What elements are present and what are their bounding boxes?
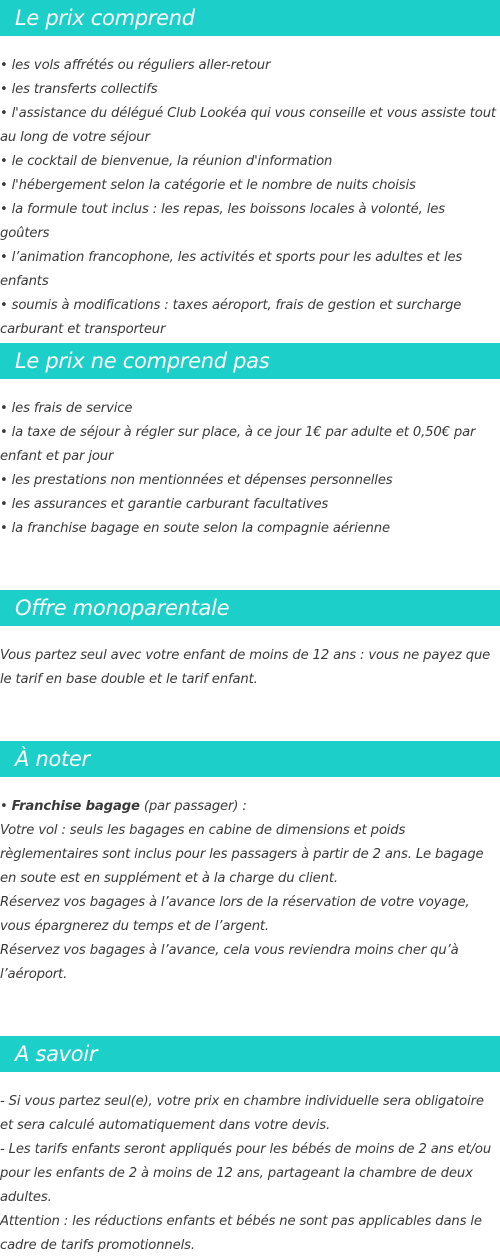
paragraph: Réservez vos bagages à l’avance lors de la réservation de votre voyage, vous épargnerez du temps et de l’argent. (0, 895, 470, 934)
section-title: Le prix ne comprend pas (0, 343, 500, 379)
section-a-savoir (0, 1036, 500, 1258)
list-item: • soumis à modifications : taxes aéroport, frais de gestion et surcharge carburant et transporteur (0, 298, 462, 337)
franchise-suffix: (par passager) : (139, 799, 247, 814)
section-a-noter (0, 741, 500, 987)
section-prix-comprend (0, 0, 500, 342)
list-item: • les frais de service (0, 401, 133, 416)
section-title: Le prix comprend (0, 0, 500, 36)
list-item: • les transferts collectifs (0, 82, 158, 97)
section-prix-ne-comprend-pas (0, 343, 500, 541)
bullet: • (0, 799, 12, 814)
paragraph: Vous partez seul avec votre enfant de moins de 12 ans : vous ne payez que le tarif en base double et le tarif enfant. (0, 648, 491, 687)
list-item: • les vols affrétés ou réguliers aller-retour (0, 58, 271, 73)
paragraph: Attention : les réductions enfants et bébés ne sont pas applicables dans le cadre de tarifs promotionnels. (0, 1214, 482, 1253)
paragraph: Votre vol : seuls les bagages en cabine de dimensions et poids règlementaires sont inclus pour les passagers à partir de 2 ans. Le bagage en soute est en supplément et à la charge du client. (0, 823, 484, 886)
list-item: • l'hébergement selon la catégorie et le nombre de nuits choisis (0, 178, 416, 193)
list-item: • la formule tout inclus : les repas, les boissons locales à volonté, les goûters (0, 202, 445, 241)
section-body (0, 795, 500, 987)
list-item: • le cocktail de bienvenue, la réunion d'information (0, 154, 333, 169)
list-item: • la taxe de séjour à régler sur place, à ce jour 1€ par adulte et 0,50€ par enfant et par jour (0, 425, 476, 464)
list-item: • les prestations non mentionnées et dépenses personnelles (0, 473, 393, 488)
list-item: • l'assistance du délégué Club Lookéa qui vous conseille et vous assiste tout au long de votre séjour (0, 106, 496, 145)
section-body (0, 397, 500, 541)
section-body (0, 54, 500, 342)
list-item: • l’animation francophone, les activités et sports pour les adultes et les enfants (0, 250, 463, 289)
paragraph: - Les tarifs enfants seront appliqués pour les bébés de moins de 2 ans et/ou pour les enfants de 2 à moins de 12 ans, partageant la chambre de deux adultes. (0, 1142, 492, 1205)
section-title: Offre monoparentale (0, 590, 500, 626)
paragraph: Réservez vos bagages à l’avance, cela vous reviendra moins cher qu’à l’aéroport. (0, 943, 459, 982)
section-title: A savoir (0, 1036, 500, 1072)
section-body (0, 644, 500, 692)
franchise-heading (0, 795, 498, 819)
franchise-label: Franchise bagage (11, 799, 140, 814)
section-title: À noter (0, 741, 500, 777)
list-item: • la franchise bagage en soute selon la compagnie aérienne (0, 521, 390, 536)
list-item: • les assurances et garantie carburant facultatives (0, 497, 329, 512)
paragraph: - Si vous partez seul(e), votre prix en chambre individuelle sera obligatoire et sera calculé automatiquement dans votre devis. (0, 1094, 484, 1133)
section-offre-monoparentale (0, 590, 500, 692)
